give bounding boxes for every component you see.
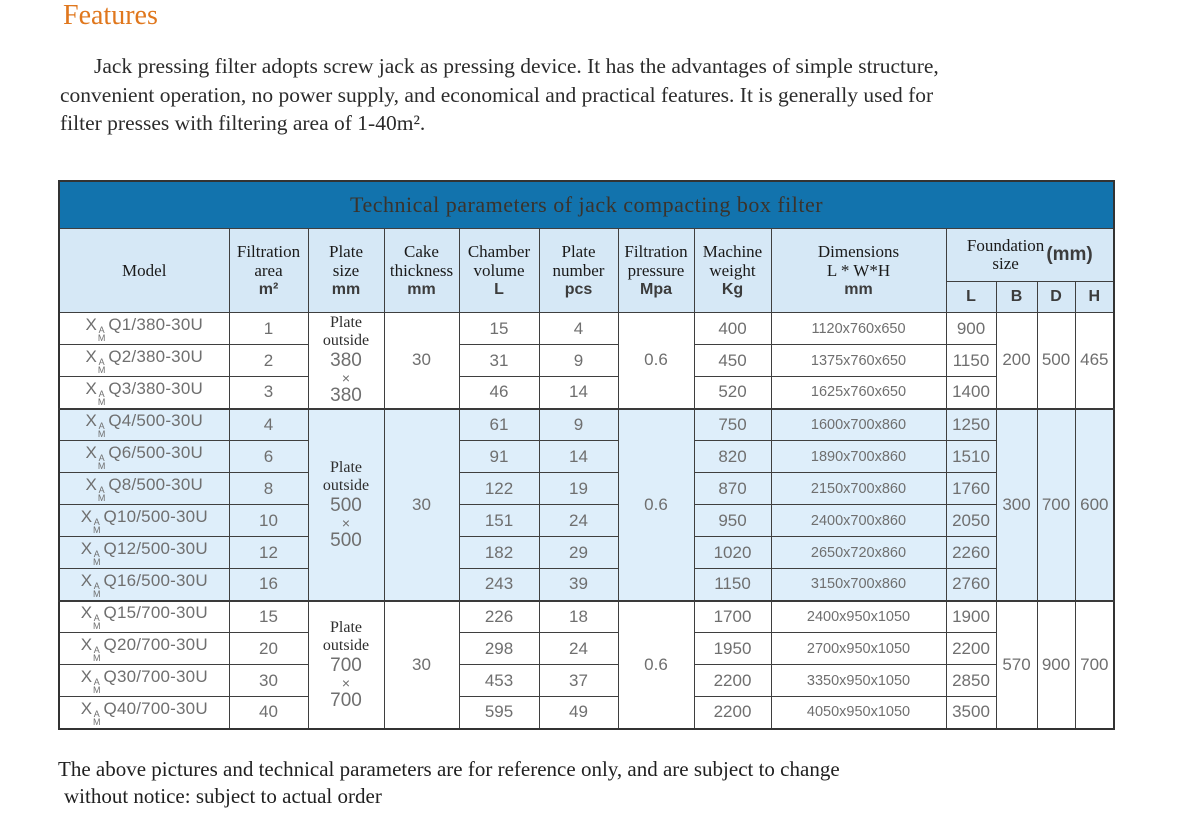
cell-dimensions: 1890x700x860 — [771, 441, 946, 473]
cell-plates: 19 — [539, 473, 618, 505]
cell-model — [59, 377, 229, 409]
cell-dimensions: 3350x950x1050 — [771, 665, 946, 697]
col-header-filtration-area: Filtration area m² — [229, 229, 308, 313]
cell-area: 30 — [229, 665, 308, 697]
col-header-foundation-size: Foundation size (mm) — [946, 229, 1114, 282]
cell-area: 6 — [229, 441, 308, 473]
cell-foundation-b: 300 — [996, 409, 1037, 601]
disclaimer-line: The above pictures and technical parameters are for reference only, and are subject to change — [58, 757, 840, 781]
cell-pressure: 0.6 — [618, 601, 694, 729]
cell-plates: 14 — [539, 441, 618, 473]
cell-area: 16 — [229, 569, 308, 601]
cell-model — [59, 409, 229, 441]
model-text: X A M Q16/500-30U — [80, 570, 208, 599]
cell-foundation-h: 700 — [1075, 601, 1114, 729]
cell-foundation-l: 2260 — [946, 537, 996, 569]
cell-plate-size: Plate outside 500 × 500 — [308, 409, 384, 601]
cell-area: 40 — [229, 697, 308, 729]
cell-dimensions: 2700x950x1050 — [771, 633, 946, 665]
table-row — [59, 665, 1114, 697]
cell-weight: 520 — [694, 377, 771, 409]
cell-foundation-d: 900 — [1037, 601, 1075, 729]
model-text: X A M Q40/700-30U — [80, 698, 208, 727]
cell-foundation-l: 1250 — [946, 409, 996, 441]
cell-weight: 2200 — [694, 665, 771, 697]
intro-paragraph-line: filter presses with filtering area of 1-40m². — [60, 111, 426, 135]
cell-weight: 1150 — [694, 569, 771, 601]
intro-paragraph-line: convenient operation, no power supply, and economical and practical features. It is generally used for — [60, 82, 934, 107]
cell-dimensions: 1625x760x650 — [771, 377, 946, 409]
cell-area: 8 — [229, 473, 308, 505]
col-header-foundation-h: H — [1075, 282, 1114, 313]
cell-volume: 595 — [459, 697, 539, 729]
cell-foundation-h: 600 — [1075, 409, 1114, 601]
cell-weight: 750 — [694, 409, 771, 441]
cell-volume: 298 — [459, 633, 539, 665]
model-text: X A M Q4/500-30U — [85, 411, 203, 440]
model-text: X A M Q8/500-30U — [85, 475, 203, 503]
table-row — [59, 441, 1114, 473]
table-row — [59, 473, 1114, 505]
cell-foundation-l: 1510 — [946, 441, 996, 473]
intro-paragraph-line: Jack pressing filter adopts screw jack as pressing device. It has the advantages of simple structure, — [94, 54, 939, 78]
cell-cake-thickness: 30 — [384, 601, 459, 729]
cell-plates: 37 — [539, 665, 618, 697]
cell-model — [59, 601, 229, 633]
disclaimer-line: without notice: subject to actual order — [64, 784, 382, 808]
cell-cake-thickness: 30 — [384, 313, 459, 409]
table-row — [59, 345, 1114, 377]
model-text: X A M Q30/700-30U — [80, 667, 208, 695]
cell-foundation-d: 700 — [1037, 409, 1075, 601]
model-text: X A M Q1/380-30U — [85, 315, 203, 343]
col-header-chamber-volume: Chamber volume L — [459, 229, 539, 313]
cell-foundation-l: 1400 — [946, 377, 996, 409]
cell-pressure: 0.6 — [618, 313, 694, 409]
col-header-model: Model — [59, 229, 229, 313]
cell-dimensions: 1600x700x860 — [771, 409, 946, 441]
cell-area: 4 — [229, 409, 308, 441]
table-row — [59, 697, 1114, 729]
cell-foundation-l: 1760 — [946, 473, 996, 505]
cell-area: 12 — [229, 537, 308, 569]
cell-dimensions: 2400x950x1050 — [771, 601, 946, 633]
cell-model — [59, 569, 229, 601]
table-row — [59, 601, 1114, 633]
cell-volume: 226 — [459, 601, 539, 633]
features-heading: Features — [63, 0, 158, 31]
times-symbol: × — [341, 674, 351, 691]
table-row — [59, 569, 1114, 601]
cell-pressure: 0.6 — [618, 409, 694, 601]
cell-plates: 4 — [539, 313, 618, 345]
cell-plates: 14 — [539, 377, 618, 409]
cell-volume: 46 — [459, 377, 539, 409]
cell-model — [59, 665, 229, 697]
cell-volume: 453 — [459, 665, 539, 697]
cell-volume: 91 — [459, 441, 539, 473]
table-row — [59, 537, 1114, 569]
cell-plates: 49 — [539, 697, 618, 729]
cell-foundation-d: 500 — [1037, 313, 1075, 409]
cell-area: 15 — [229, 601, 308, 633]
table-title: Technical parameters of jack compacting box filter — [59, 181, 1114, 229]
cell-weight: 870 — [694, 473, 771, 505]
cell-weight: 450 — [694, 345, 771, 377]
cell-dimensions: 1120x760x650 — [771, 313, 946, 345]
cell-model — [59, 345, 229, 377]
cell-foundation-l: 2200 — [946, 633, 996, 665]
table-row — [59, 377, 1114, 409]
cell-plates: 24 — [539, 505, 618, 537]
cell-foundation-l: 900 — [946, 313, 996, 345]
disclaimer-text — [58, 756, 1058, 810]
model-text: X A M Q10/500-30U — [80, 507, 208, 535]
col-header-foundation-d: D — [1037, 282, 1075, 313]
cell-foundation-h: 465 — [1075, 313, 1114, 409]
cell-volume: 243 — [459, 569, 539, 601]
cell-area: 2 — [229, 345, 308, 377]
table-title-row — [59, 181, 1114, 229]
col-header-foundation-l: L — [946, 282, 996, 313]
cell-area: 1 — [229, 313, 308, 345]
cell-dimensions: 4050x950x1050 — [771, 697, 946, 729]
model-text: X A M Q20/700-30U — [80, 635, 208, 663]
cell-foundation-l: 2050 — [946, 505, 996, 537]
cell-plate-size: Plate outside 700 × 700 — [308, 601, 384, 729]
cell-dimensions: 1375x760x650 — [771, 345, 946, 377]
cell-model — [59, 441, 229, 473]
cell-plates: 29 — [539, 537, 618, 569]
cell-model — [59, 505, 229, 537]
cell-plates: 9 — [539, 345, 618, 377]
col-header-plate-size: Plate size mm — [308, 229, 384, 313]
cell-weight: 1700 — [694, 601, 771, 633]
cell-weight: 1950 — [694, 633, 771, 665]
cell-weight: 1020 — [694, 537, 771, 569]
cell-dimensions: 3150x700x860 — [771, 569, 946, 601]
cell-dimensions: 2400x700x860 — [771, 505, 946, 537]
cell-model — [59, 697, 229, 729]
table-row — [59, 409, 1114, 441]
cell-foundation-l: 2850 — [946, 665, 996, 697]
cell-cake-thickness: 30 — [384, 409, 459, 601]
cell-area: 3 — [229, 377, 308, 409]
cell-model — [59, 473, 229, 505]
cell-volume: 15 — [459, 313, 539, 345]
model-text: X A M Q3/380-30U — [85, 378, 203, 407]
col-header-cake-thickness: Cake thickness mm — [384, 229, 459, 313]
times-symbol: × — [341, 514, 351, 531]
col-header-filtration-pressure: Filtration pressure Mpa — [618, 229, 694, 313]
cell-plates: 39 — [539, 569, 618, 601]
cell-volume: 182 — [459, 537, 539, 569]
cell-foundation-l: 3500 — [946, 697, 996, 729]
spec-table — [58, 180, 1115, 730]
cell-weight: 950 — [694, 505, 771, 537]
table-row — [59, 633, 1114, 665]
cell-volume: 31 — [459, 345, 539, 377]
cell-plate-size: Plate outside 380 × 380 — [308, 313, 384, 409]
table-row — [59, 505, 1114, 537]
model-text: X A M Q6/500-30U — [85, 443, 203, 471]
cell-weight: 820 — [694, 441, 771, 473]
cell-plates: 24 — [539, 633, 618, 665]
cell-foundation-b: 200 — [996, 313, 1037, 409]
model-text: X A M Q15/700-30U — [80, 603, 208, 632]
cell-dimensions: 2650x720x860 — [771, 537, 946, 569]
model-text: X A M Q2/380-30U — [85, 347, 203, 375]
cell-model — [59, 313, 229, 345]
cell-plates: 9 — [539, 409, 618, 441]
cell-volume: 61 — [459, 409, 539, 441]
col-header-machine-weight: Machine weight Kg — [694, 229, 771, 313]
col-header-dimensions: Dimensions L * W*H mm — [771, 229, 946, 313]
cell-plates: 18 — [539, 601, 618, 633]
cell-volume: 122 — [459, 473, 539, 505]
times-symbol: × — [341, 370, 351, 387]
model-text: X A M Q12/500-30U — [80, 539, 208, 567]
cell-dimensions: 2150x700x860 — [771, 473, 946, 505]
table-header-row — [59, 229, 1114, 282]
intro-paragraph — [60, 52, 1095, 138]
col-header-plate-number: Plate number pcs — [539, 229, 618, 313]
cell-weight: 400 — [694, 313, 771, 345]
cell-foundation-b: 570 — [996, 601, 1037, 729]
cell-model — [59, 537, 229, 569]
cell-foundation-l: 2760 — [946, 569, 996, 601]
cell-foundation-l: 1900 — [946, 601, 996, 633]
cell-foundation-l: 1150 — [946, 345, 996, 377]
cell-weight: 2200 — [694, 697, 771, 729]
col-header-foundation-b: B — [996, 282, 1037, 313]
cell-area: 20 — [229, 633, 308, 665]
cell-volume: 151 — [459, 505, 539, 537]
table-row — [59, 313, 1114, 345]
cell-area: 10 — [229, 505, 308, 537]
cell-model — [59, 633, 229, 665]
